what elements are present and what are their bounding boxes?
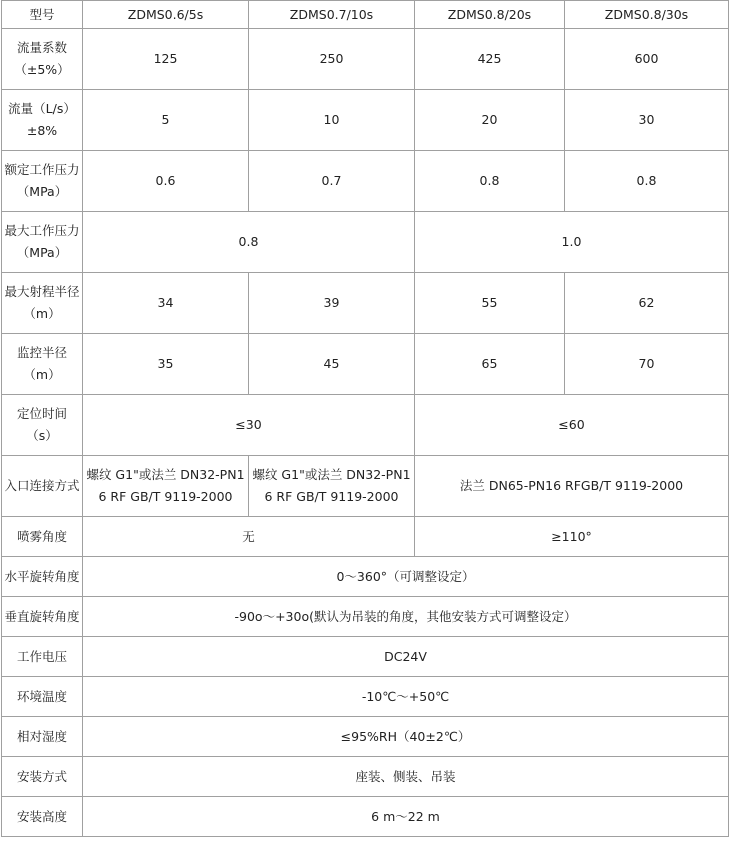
- rated-pressure-row: [2, 151, 729, 212]
- cell-value: 70: [565, 334, 729, 395]
- positioning-time-row: [2, 395, 729, 456]
- cell-value: 座装、侧装、吊装: [83, 757, 729, 797]
- cell-value: 无: [83, 517, 415, 557]
- cell-value: 0.6: [83, 151, 249, 212]
- cell-value: 425: [415, 29, 565, 90]
- monitor-radius-row: [2, 334, 729, 395]
- cell-value: -90o～+30o(默认为吊装的角度，其他安装方式可调整设定）: [83, 597, 729, 637]
- cell-value: 125: [83, 29, 249, 90]
- cell-value: ≤30: [83, 395, 415, 456]
- row-label: 水平旋转角度: [2, 557, 83, 597]
- cell-value: 35: [83, 334, 249, 395]
- row-label: 相对湿度: [2, 717, 83, 757]
- row-label: 定位时间 （s）: [2, 395, 83, 456]
- cell-value: 6 m～22 m: [83, 797, 729, 837]
- cell-value: DC24V: [83, 637, 729, 677]
- cell-value: 30: [565, 90, 729, 151]
- spray-angle-row: [2, 517, 729, 557]
- cell-value: 65: [415, 334, 565, 395]
- model-name: ZDMS0.8/20s: [415, 1, 565, 29]
- cell-value: 法兰 DN65-PN16 RFGB/T 9119-2000: [415, 456, 729, 517]
- installation-height-row: [2, 797, 729, 837]
- cell-value: 55: [415, 273, 565, 334]
- cell-value: 10: [249, 90, 415, 151]
- model-name: ZDMS0.8/30s: [565, 1, 729, 29]
- row-label: 流量（L/s） ±8%: [2, 90, 83, 151]
- inlet-connection-row: [2, 456, 729, 517]
- flow-coefficient-row: [2, 29, 729, 90]
- row-label: 安装方式: [2, 757, 83, 797]
- spec-table: [1, 0, 729, 837]
- row-label: 喷雾角度: [2, 517, 83, 557]
- cell-value: 螺纹 G1"或法兰 DN32-PN16 RF GB/T 9119-2000: [249, 456, 415, 517]
- row-label: 环境温度: [2, 677, 83, 717]
- cell-value: 0.8: [83, 212, 415, 273]
- horizontal-rotation-row: [2, 557, 729, 597]
- ambient-temperature-row: [2, 677, 729, 717]
- cell-value: 0～360°（可调整设定）: [83, 557, 729, 597]
- cell-value: ≥110°: [415, 517, 729, 557]
- cell-value: 0.8: [565, 151, 729, 212]
- cell-value: 39: [249, 273, 415, 334]
- flow-row: [2, 90, 729, 151]
- cell-value: 45: [249, 334, 415, 395]
- cell-value: ≤95%RH（40±2℃）: [83, 717, 729, 757]
- cell-value: 34: [83, 273, 249, 334]
- row-label: 最大射程半径 （m）: [2, 273, 83, 334]
- row-label: 额定工作压力 （MPa）: [2, 151, 83, 212]
- installation-method-row: [2, 757, 729, 797]
- max-range-row: [2, 273, 729, 334]
- cell-value: 0.7: [249, 151, 415, 212]
- cell-value: 0.8: [415, 151, 565, 212]
- row-label: 工作电压: [2, 637, 83, 677]
- row-label: 安装高度: [2, 797, 83, 837]
- row-label: 最大工作压力 （MPa）: [2, 212, 83, 273]
- cell-value: 螺纹 G1"或法兰 DN32-PN16 RF GB/T 9119-2000: [83, 456, 249, 517]
- working-voltage-row: [2, 637, 729, 677]
- cell-value: -10℃～+50℃: [83, 677, 729, 717]
- model-name: ZDMS0.7/10s: [249, 1, 415, 29]
- model-label: 型号: [2, 1, 83, 29]
- cell-value: 600: [565, 29, 729, 90]
- cell-value: 250: [249, 29, 415, 90]
- header-row: [2, 1, 729, 29]
- vertical-rotation-row: [2, 597, 729, 637]
- max-pressure-row: [2, 212, 729, 273]
- cell-value: 20: [415, 90, 565, 151]
- cell-value: ≤60: [415, 395, 729, 456]
- cell-value: 5: [83, 90, 249, 151]
- relative-humidity-row: [2, 717, 729, 757]
- row-label: 流量系数 （±5%）: [2, 29, 83, 90]
- model-name: ZDMS0.6/5s: [83, 1, 249, 29]
- row-label: 垂直旋转角度: [2, 597, 83, 637]
- row-label: 监控半径 （m）: [2, 334, 83, 395]
- row-label: 入口连接方式: [2, 456, 83, 517]
- cell-value: 62: [565, 273, 729, 334]
- cell-value: 1.0: [415, 212, 729, 273]
